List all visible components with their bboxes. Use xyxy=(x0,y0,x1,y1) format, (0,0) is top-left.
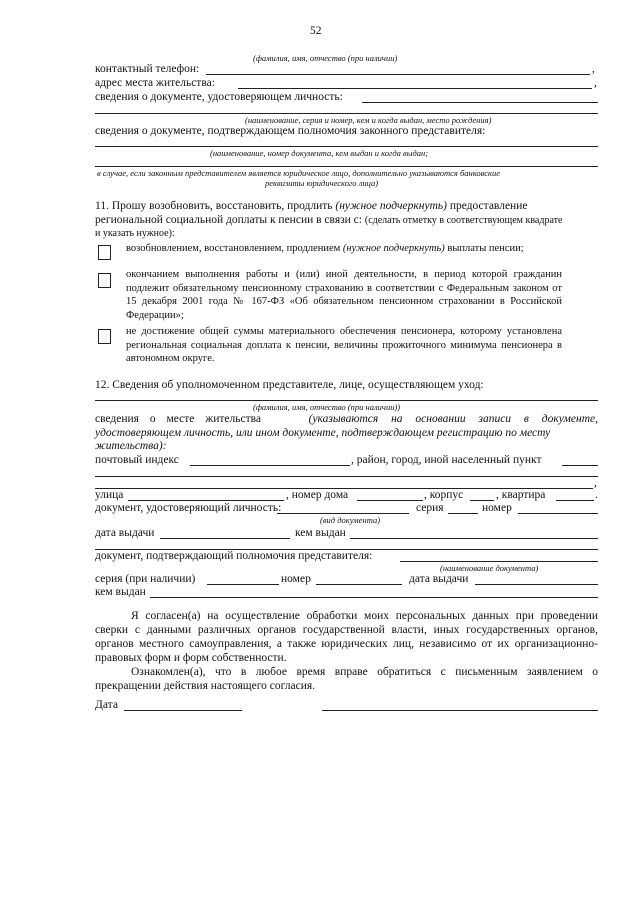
phone-label: контактный телефон: xyxy=(95,63,200,75)
phone-field[interactable] xyxy=(206,74,590,75)
checkbox-work-end[interactable] xyxy=(98,273,111,288)
s11-line1-b: (нужное подчеркнуть) xyxy=(335,200,447,212)
s11-line1-a: 11. Прошу возобновить, восстановить, продлить xyxy=(95,200,333,212)
legal-caption-1: в случае, если законным представителем является юридическое лицо, дополнительно указываются банковские xyxy=(97,168,500,178)
house-label: , номер дома xyxy=(286,489,349,501)
s11-line2-b: (сделать отметку в соответствующем квадрате xyxy=(364,215,563,226)
date-field[interactable] xyxy=(124,710,242,711)
address-field[interactable] xyxy=(238,88,592,89)
region-label: , район, город, иной населенный пункт xyxy=(351,454,542,466)
s12-residence-d: жительства): xyxy=(95,440,167,452)
option-resume xyxy=(126,242,596,256)
doc-field[interactable] xyxy=(277,513,409,514)
checkbox-resume[interactable] xyxy=(98,245,111,260)
region-comma: , xyxy=(594,477,597,489)
rep-doc-field[interactable] xyxy=(95,146,598,147)
korpus-label: , корпус xyxy=(424,489,464,501)
date-label: Дата xyxy=(95,699,118,711)
number-label-2: номер xyxy=(281,573,311,585)
s11-line2 xyxy=(95,213,562,228)
rep-doc-field-2[interactable] xyxy=(95,166,598,167)
issue-date-field[interactable] xyxy=(160,538,290,539)
issue-date-label-2: дата выдачи xyxy=(409,573,469,585)
issued-by-field-3[interactable] xyxy=(150,597,598,598)
apt-field[interactable] xyxy=(556,500,594,501)
s12-residence-line1 xyxy=(95,412,598,426)
option-min-not-reached: не достижение общей суммы материального обеспечения пенсионера, которому установлена региональная социальная доплата к пенсии, величины прожиточного минимума пенсионера в автономном округе. xyxy=(126,326,562,364)
s12-residence-a: сведения о месте жительства xyxy=(95,413,261,425)
s12-fio-field[interactable] xyxy=(95,400,598,401)
issue-date-label: дата выдачи xyxy=(95,527,155,539)
issue-date-field-2[interactable] xyxy=(475,584,598,585)
series-field[interactable] xyxy=(448,513,478,514)
house-field[interactable] xyxy=(357,500,423,501)
option-resume-b: (нужное подчеркнуть) xyxy=(342,243,445,254)
phone-comma: , xyxy=(592,63,595,75)
signature-field[interactable] xyxy=(322,710,598,711)
option-resume-a: возобновлением, восстановлением, продлением xyxy=(126,243,341,254)
id-doc-caption: (наименование, серия и номер, кем и когда выдан, место рождения) xyxy=(245,115,492,125)
number-field-2[interactable] xyxy=(316,584,402,585)
apt-label: , квартира xyxy=(496,489,546,501)
applicant-fio-caption: (фамилия, имя, отчество (при наличии) xyxy=(253,53,398,63)
option-resume-c: выплаты пенсии; xyxy=(447,243,524,254)
page-number: 52 xyxy=(310,25,322,37)
address-label: адрес места жительства: xyxy=(95,77,215,89)
region-field[interactable] xyxy=(562,465,598,466)
s11-line1-c: предоставление xyxy=(449,200,528,212)
number-label: номер xyxy=(482,502,512,514)
option-work-end: окончанием выполнения работы и (или) иной деятельности, в период которой гражданин подлежит обязательному пенсионному страхованию в соответствии с Федеральным законом от 15 декабря 2001 года № 167-ФЗ «Об обязательном пенсионном страховании в Российской Федерации»; xyxy=(126,269,562,321)
doc-label: документ, удостоверяющий личность: xyxy=(95,502,282,514)
legal-caption-2: реквизиты юридического лица) xyxy=(265,178,379,188)
issued-by-label: кем выдан xyxy=(295,527,346,539)
region-field-2[interactable] xyxy=(95,476,598,477)
address-comma: , xyxy=(594,77,597,89)
s11-line1 xyxy=(95,199,527,213)
s12-residence-b: (указываются на основании записи в документе, xyxy=(308,413,598,425)
id-doc-field-2[interactable] xyxy=(95,113,598,114)
number-field[interactable] xyxy=(518,513,598,514)
series-label: серия xyxy=(416,502,444,514)
rep-doc-label: сведения о документе, подтверждающем полномочия законного представителя: xyxy=(95,125,486,137)
s12-title: 12. Сведения об уполномоченном представителе, лице, осуществляющем уход: xyxy=(95,379,484,391)
postcode-field[interactable] xyxy=(190,465,350,466)
id-doc-field[interactable] xyxy=(362,102,598,103)
s11-line2-a: региональной социальной доплаты к пенсии в связи с: xyxy=(95,214,362,226)
issued-by-label-2: кем выдан xyxy=(95,586,146,598)
checkbox-min-not-reached[interactable] xyxy=(98,329,111,344)
auth-doc-label: документ, подтверждающий полномочия представителя: xyxy=(95,550,373,562)
auth-doc-caption: (наименование документа) xyxy=(440,563,539,573)
consent-paragraph-1: Я согласен(а) на осуществление обработки моих персональных данных при проведении сверки с данными различных органов государственной власти, иных государственных органов, органов местного самоуправления, а также юридических лиц, независимо от их организационно-правовых форм и форм собственности. xyxy=(95,610,598,664)
series-opt-label: серия (при наличии) xyxy=(95,573,196,585)
consent-paragraph-2: Ознакомлен(а), что в любое время вправе обратиться с письменным заявлением о прекращении действия настоящего согласия. xyxy=(95,666,598,692)
rep-doc-caption: (наименование, номер документа, кем выдан и когда выдан; xyxy=(210,148,429,158)
street-label: улица xyxy=(95,489,124,501)
postcode-label: почтовый индекс xyxy=(95,454,179,466)
doc-kind-caption: (вид документа) xyxy=(320,515,381,525)
id-doc-label: сведения о документе, удостоверяющем личность: xyxy=(95,91,343,103)
s11-line3: и указать нужное): xyxy=(95,228,175,239)
issued-by-field[interactable] xyxy=(350,538,598,539)
auth-doc-field[interactable] xyxy=(400,561,598,562)
s12-fio-caption: (фамилия, имя, отчество (при наличии)) xyxy=(253,402,401,412)
s12-residence-c: удостоверяющем личность, или ином документе, подтверждающем регистрацию по месту xyxy=(95,427,551,439)
apt-dot: . xyxy=(595,489,598,501)
series-opt-field[interactable] xyxy=(207,584,279,585)
